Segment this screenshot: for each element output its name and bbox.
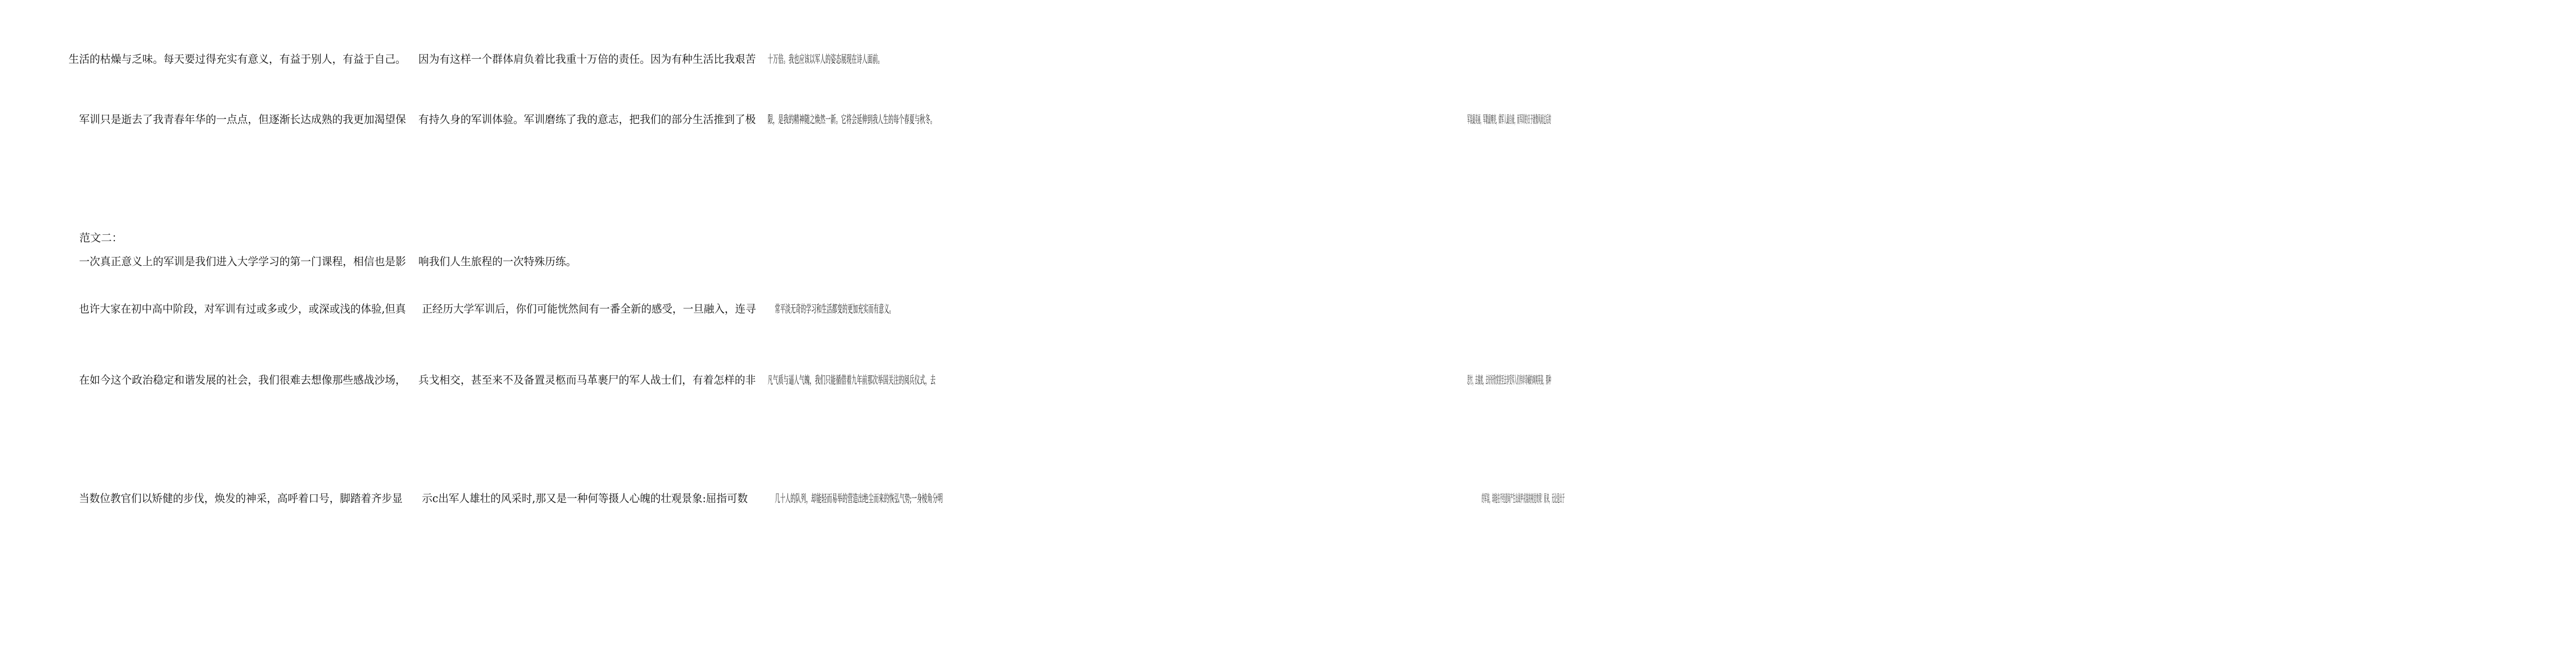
text-line: 兵戈相交，甚至来不及备置灵柩而马革裹尸的军人战士们，有着怎样的非 (418, 374, 756, 386)
text-line: 思忖，去揣度，去好好欣赏甚至去享受军人们伟岸奇崛的飒爽英姿，那种 (1467, 374, 1551, 386)
text-line: 生活的枯燥与乏味。每天要过得充实有意义，有益于别人，有益于自己。 (69, 53, 406, 65)
section-heading-fanwen-2 (69, 226, 123, 250)
paragraph-1 (69, 51, 1464, 67)
text-line: 有持久身的军训体验。军训磨练了我的意志，把我们的部分生活推到了极 (418, 113, 756, 126)
text-line: 军训只是逝去了我青春年华的一点点，但逐渐长达成熟的我更加渴望保 (69, 113, 406, 126)
text-line: 一次真正意义上的军训是我们进入大学学习的第一门课程，相信也是影 (69, 255, 406, 268)
text-line: 常平淡无奇的学习和生活都变的更加充实而有意义。 (775, 303, 895, 315)
text-line: 凡气质与逼人气魄，我们只能循借着九年前那次举国关注的阅兵仪式，去 (768, 374, 936, 386)
text-line: 也许大家在初中高中阶段，对军训有过或多或少，或深或浅的体验,但真 (69, 303, 406, 315)
text-line: 正经历大学军训后，你们可能恍然间有一番全新的感受，一旦融入，连寻 (421, 303, 756, 315)
text-line: 示c出军人雄壮的风采时,那又是一种何等摄人心魄的壮观景象:屈指可数 (421, 492, 748, 505)
paragraph-4 (69, 297, 1478, 321)
paragraph-6 (69, 487, 2576, 510)
paragraph-3 (69, 250, 765, 273)
text-line: 军装最美丽，军歌最嘹亮，做军人最自豪，而军训的日子就像风雨过后的 (1467, 113, 1551, 126)
text-line: 十万倍。我也应该以军人的姿态展现在诗人面前。 (768, 53, 884, 65)
text-line: 的军装，却能在不经意间产生出战甲戎装的视觉效果！原来，无论是出于 (1482, 492, 1565, 505)
text-line: 在如今这个政治稳定和谐发展的社会，我们很难去想像那些感战沙场， (69, 374, 406, 386)
text-line: 当数位教官们以矫健的步伐，焕发的神采，高呼着口号，脚踏着齐步显 (69, 492, 403, 505)
text-line: 限，是我的精神随之焕然一新。它将会延伸到我人生的每个春夏与秋冬。 (768, 113, 936, 126)
paragraph-5 (69, 368, 2576, 392)
text-line: 因为有这样一个群体肩负着比我重十万倍的责任。因为有种生活比我艰苦 (418, 53, 756, 65)
paragraph-2 (69, 108, 2576, 131)
text-line: 几十人的队列，却能轻而易举的营造出绝尘而来的恢弘气势;一身棱角分明 (775, 492, 943, 505)
text-line: 范文二： (69, 232, 123, 244)
text-line: 响我们人生旅程的一次特殊历练。 (418, 255, 577, 268)
